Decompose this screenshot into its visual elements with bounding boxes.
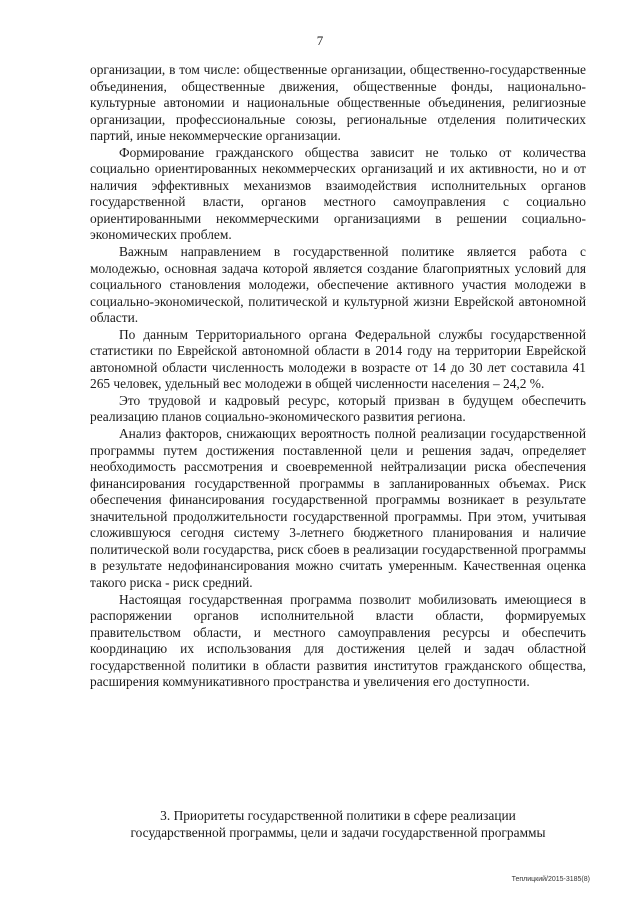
section-heading: [90, 807, 586, 841]
paragraph-continuation: организации, в том числе: общественные организации, общественно-государственные объединения, общественные движения, общественные фонды, национально-культурные автономии и национальные общественные объединения, религиозные организации, профессиональные союзы, региональные отделения политических партий, иные некоммерческие организации.: [90, 62, 586, 144]
page-number: 7: [316, 33, 324, 48]
paragraph-statistics: По данным Территориального органа Федеральной службы государственной статистики по Еврейской автономной области в 2014 году на территории Еврейской автономной области численность молодежи в возрасте от 14 до 30 лет составила 41 265 человек, удельный вес молодежи в общей численности населения – 24,2 %.: [90, 326, 586, 392]
paragraph-youth-policy: Важным направлением в государственной политике является работа с молодежью, основная задача которой является создание благоприятных условий для социального становления молодежи, обеспечение активного участия молодежи в социально-экономической, политической и культурной жизни Еврейской автономной области.: [90, 244, 586, 326]
paragraph-civil-society: Формирование гражданского общества зависит не только от количества социально ориентированных некоммерческих организаций и их активности, но и от наличия эффективных механизмов взаимодействия исполнительных органов государственной власти, органов местного самоуправления с социально ориентированными некоммерческими организациями в решении социально-экономических проблем.: [90, 144, 586, 243]
paragraph-risk-analysis: Анализ факторов, снижающих вероятность полной реализации государственной программы путем достижения поставленной цели и решения задач, определяет необходимость рассмотрения и своевременной нейтрализации риска обеспечения финансирования государственной программы в запланированных объемах. Риск обеспечения финансирования государственной программы возникает в результате значительной продолжительности государственной программы. При этом, учитывая сложившуюся сегодня систему 3-летнего бюджетного планирования и наличие политической воли государства, риск сбоев в реализации государственной программы в результате недофинансирования можно считать умеренным. Качественная оценка такого риска - риск средний.: [90, 426, 586, 590]
section-heading-line-2: государственной программы, цели и задачи государственной программы: [130, 825, 546, 840]
paragraph-labor-resource: Это трудовой и кадровый ресурс, который призван в будущем обеспечить реализацию планов социально-экономического развития региона.: [90, 392, 586, 425]
document-footer-code: Теплицкий/2015-3185(8): [511, 876, 590, 883]
document-body: [90, 62, 586, 691]
section-heading-line-1: 3. Приоритеты государственной политики в сфере реализации: [160, 808, 516, 823]
paragraph-program-resources: Настоящая государственная программа позволит мобилизовать имеющиеся в распоряжении органов исполнительной власти области, формируемых правительством области, и местного самоуправления ресурсы и обеспечить координацию их использования для достижения целей и задач областной государственной политики в области развития институтов гражданского общества, расширения коммуникативного пространства и увеличения его доступности.: [90, 591, 586, 690]
